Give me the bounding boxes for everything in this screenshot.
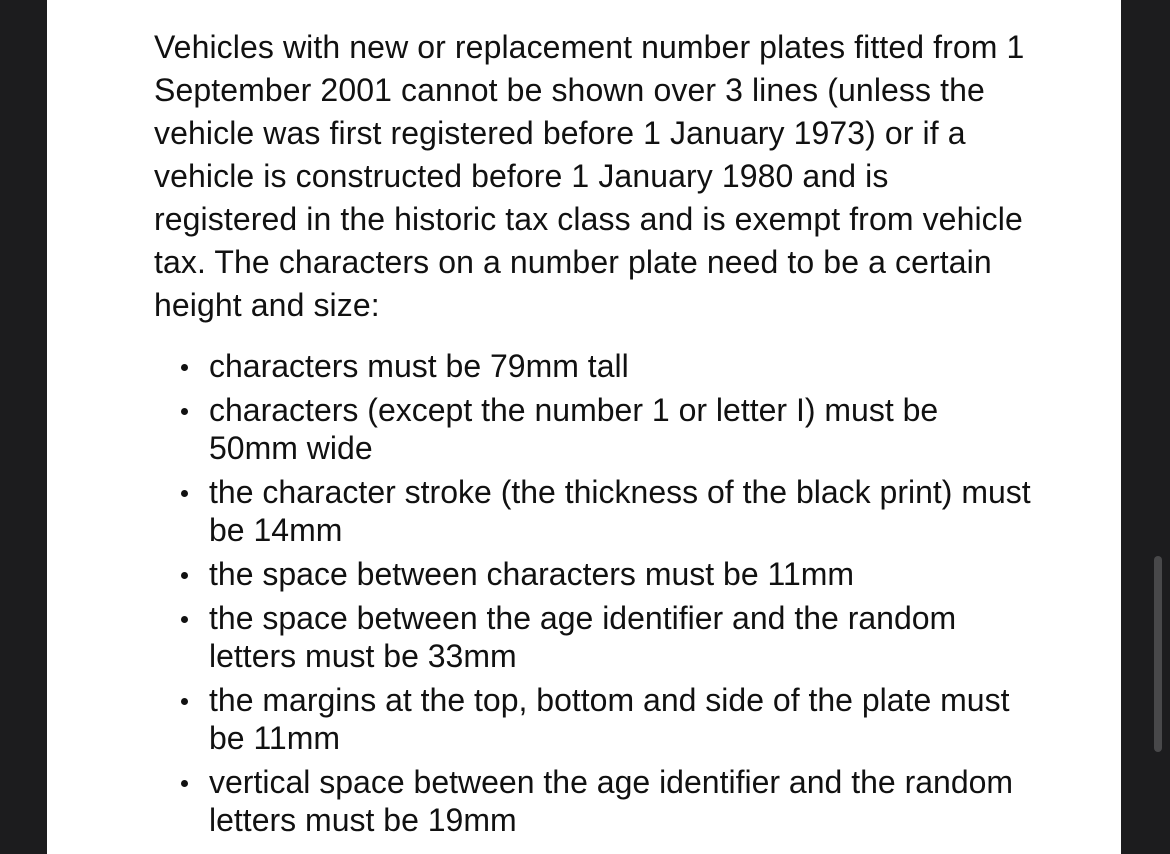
list-item: [154, 555, 1034, 593]
list-item-text: characters must be 79mm tall: [209, 348, 629, 384]
article-page: [47, 0, 1121, 854]
list-item: [154, 681, 1034, 757]
list-item-text: the space between characters must be 11mm: [209, 556, 855, 592]
bullet-icon: [181, 780, 188, 787]
list-item: [154, 473, 1034, 549]
bullet-icon: [181, 572, 188, 579]
list-item-text: vertical space between the age identifier and the random letters must be 19mm: [209, 764, 1014, 838]
list-item-text: the margins at the top, bottom and side of the plate must be 11mm: [209, 682, 1010, 756]
list-item: [154, 391, 1034, 467]
scrollbar-thumb[interactable]: [1154, 556, 1162, 752]
list-item: [154, 763, 1034, 839]
list-item: [154, 347, 1034, 385]
bullet-icon: [181, 364, 188, 371]
list-item-text: characters (except the number 1 or letter I) must be 50mm wide: [209, 392, 939, 466]
list-item: [154, 599, 1034, 675]
list-item-text: the space between the age identifier and the random letters must be 33mm: [209, 600, 957, 674]
bullet-icon: [181, 408, 188, 415]
article-content: [154, 26, 1034, 845]
bullet-icon: [181, 698, 188, 705]
intro-paragraph: Vehicles with new or replacement number plates fitted from 1 September 2001 cannot be shown over 3 lines (unless the vehicle was first registered before 1 January 1973) or if a vehicle is constructed before 1 January 1980 and is registered in the historic tax class and is exempt from vehicle tax. The characters on a number plate need to be a certain height and size:: [154, 29, 1025, 323]
rules-list: [154, 347, 1034, 839]
bullet-icon: [181, 616, 188, 623]
bullet-icon: [181, 490, 188, 497]
list-item-text: the character stroke (the thickness of the black print) must be 14mm: [209, 474, 1031, 548]
